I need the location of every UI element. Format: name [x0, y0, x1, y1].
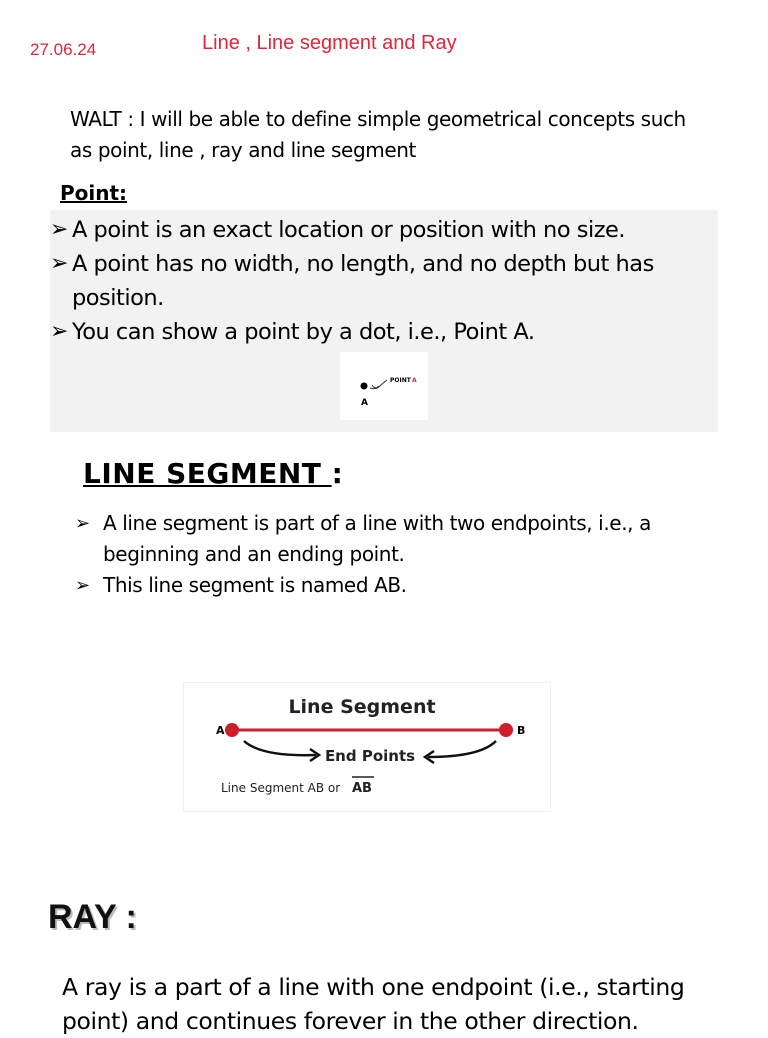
point-bullet-text: You can show a point by a dot, i.e., Point A. [72, 319, 535, 345]
segment-diagram-title: Line Segment [288, 696, 436, 718]
point-caption-word: POINT [390, 377, 411, 384]
line-segment-heading-colon: : [331, 457, 344, 490]
line-segment-svg [184, 683, 550, 811]
segment-bullet-text: A line segment is part of a line with two endpoints, i.e., a beginning and an ending point. [103, 511, 651, 566]
point-heading: Point: [60, 181, 128, 205]
line-segment-heading-text: LINE SEGMENT [83, 457, 332, 490]
list-item [50, 315, 710, 349]
arrow-bullet-icon: ➢ [50, 319, 68, 344]
ray-definition: A ray is a part of a line with one endpoint (i.e., starting point) and continues forever in the other direction. [62, 973, 685, 1035]
walt-objective: WALT : I will be able to define simple geometrical concepts such as point, line , ray and line segment [70, 107, 686, 162]
segment-caption: Line Segment AB or [221, 781, 341, 795]
list-item [75, 570, 735, 601]
point-definition-box [50, 210, 718, 432]
point-bullet-list [50, 213, 710, 349]
list-item [50, 247, 710, 315]
arrow-bullet-icon: ➢ [50, 251, 68, 276]
line-segment-diagram [184, 683, 550, 811]
arrow-bullet-icon: ➢ [75, 575, 90, 596]
list-item [50, 213, 710, 247]
point-bullet-text: A point is an exact location or position with no size. [72, 217, 626, 243]
ray-heading: RAY : [48, 898, 137, 936]
point-dot [361, 383, 368, 390]
endpoint-a-dot [225, 723, 239, 737]
point-bullet-text: A point has no width, no length, and no depth but has position. [72, 251, 654, 311]
right-curved-arrow [428, 741, 496, 757]
line-segment-heading [83, 457, 343, 490]
arrow-bullet-icon: ➢ [50, 217, 68, 242]
endpoint-b-dot [499, 723, 513, 737]
left-curved-arrow [244, 741, 316, 755]
line-segment-bullet-list [75, 508, 735, 601]
arrow-bullet-icon: ➢ [75, 513, 90, 534]
segment-bullet-text: This line segment is named AB. [103, 573, 407, 597]
point-caption-letter: A [412, 377, 417, 384]
page-title: Line , Line segment and Ray [202, 32, 457, 54]
point-pointer-arrow [370, 380, 387, 389]
point-pointer-curl [372, 385, 379, 388]
segment-caption-symbol: AB [352, 781, 372, 796]
point-diagram-svg [340, 352, 428, 420]
point-illustration [340, 352, 428, 420]
endpoint-a-label: A [216, 724, 225, 737]
end-points-label: End Points [324, 747, 416, 765]
point-label: A [361, 398, 368, 408]
list-item [75, 508, 735, 570]
endpoint-b-label: B [517, 724, 526, 737]
date-label: 27.06.24 [30, 40, 97, 59]
